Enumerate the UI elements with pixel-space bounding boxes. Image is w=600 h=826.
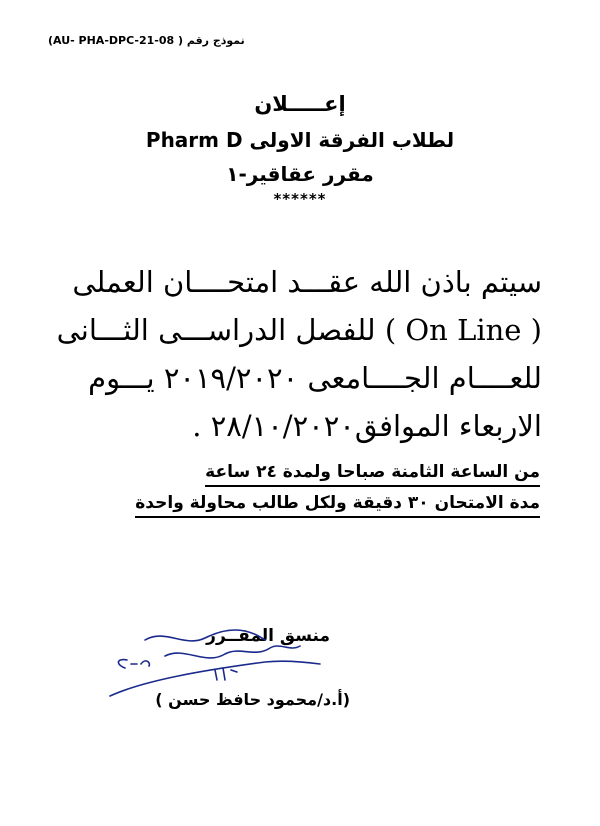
announcement-title: إعـــــلان [254, 92, 346, 116]
stars-divider: ****** [273, 190, 327, 208]
body-line: للعــــام الجــــامعى ٢٠١٩/٢٠٢٠ يـــوم [88, 361, 542, 395]
announcement-body [56, 258, 542, 450]
body-line: الاربعاء الموافق٢٨/١٠/٢٠٢٠ . [192, 409, 542, 443]
target-students: لطلاب الفرقة الاولى Pharm D [145, 128, 455, 152]
exam-duration-text: مدة الامتحان ٣٠ دقيقة ولكل طالب محاولة واحدة [135, 493, 540, 518]
coordinator-name: (أ.د/محمود حافظ حسن ) [155, 690, 350, 709]
handwritten-signature [105, 618, 335, 698]
body-line: ( On Line ) للفصل الدراســـى الثـــانى [56, 313, 542, 347]
course-name: مقرر عقاقير-١ [226, 162, 374, 186]
exam-time-text: من الساعة الثامنة صباحا ولمدة ٢٤ ساعة [205, 462, 540, 487]
exam-duration-note [80, 493, 540, 513]
exam-time-note [80, 462, 540, 482]
body-line: سيتم باذن الله عقـــد امتحــــان العملى [72, 265, 542, 299]
coordinator-title: منسق المقــرر [206, 626, 330, 646]
form-number: نموذج رقم ( AU- PHA-DPC-21-08) [48, 34, 245, 47]
